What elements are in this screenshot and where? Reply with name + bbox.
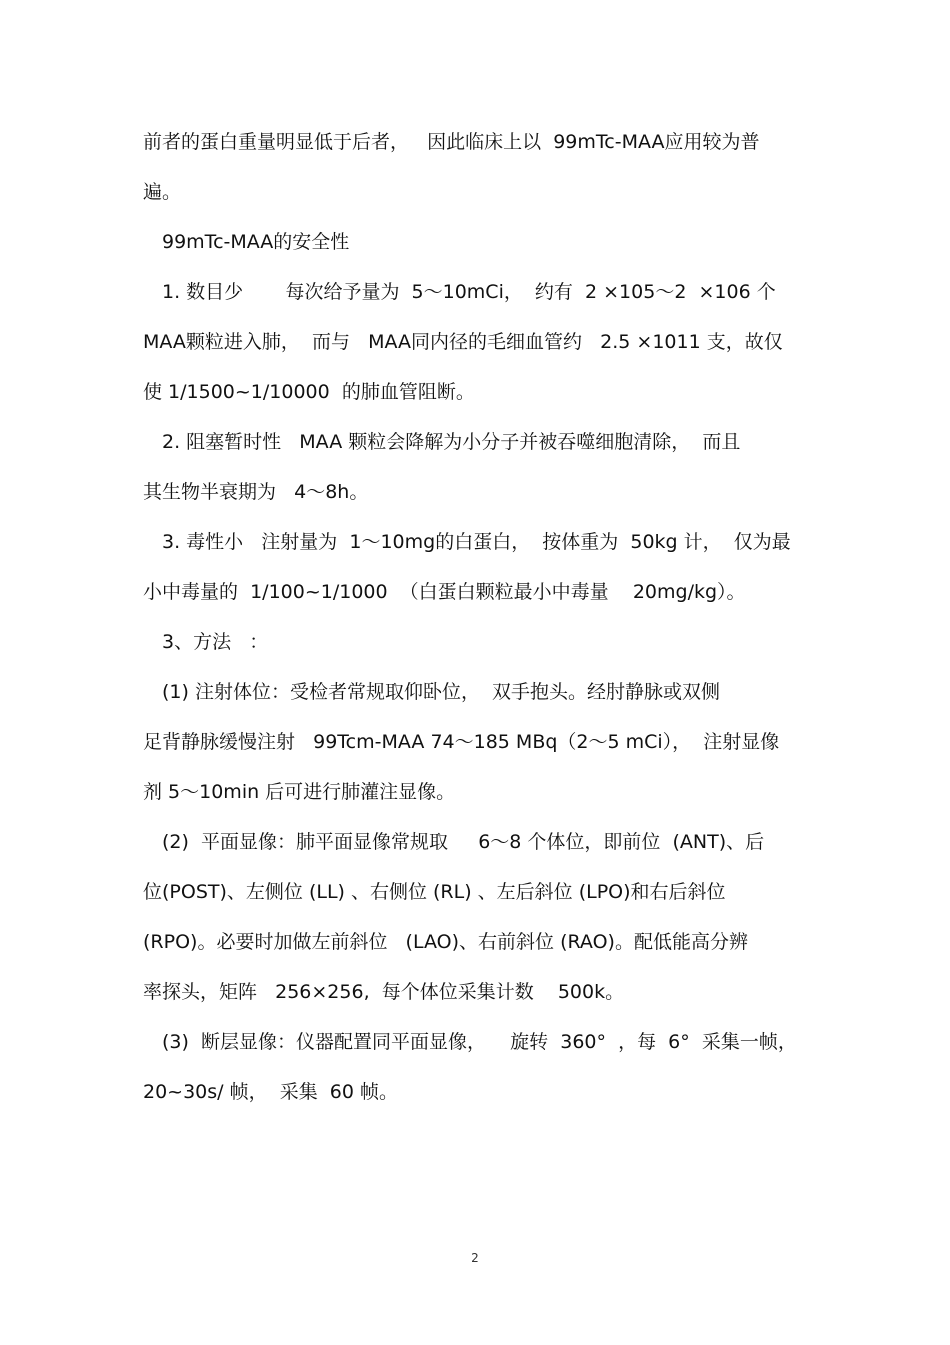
paragraph-line-6: 使 1/1500~1/10000 的肺血管阻断。	[143, 381, 475, 403]
paragraph-line-18: 率探头，矩阵 256×256, 每个体位采集计数 500k。	[143, 981, 625, 1003]
paragraph-line-10: 小中毒量的 1/100~1/1000 （白蛋白颗粒最小中毒量 20mg/kg）。	[143, 581, 746, 603]
paragraph-line-1: 前者的蛋白重量明显低于后者， 因此临床上以 99mTc-MAA应用较为普	[143, 131, 760, 153]
paragraph-line-16: 位(POST)、左侧位 (LL) 、右侧位 (RL) 、左后斜位 (LPO)和右后斜位	[143, 881, 726, 903]
paragraph-line-5: MAA颗粒进入肺， 而与 MAA同内径的毛细血管约 2.5 ×1011 支，故仅	[143, 331, 783, 353]
section-heading-method: 3、方法 ：	[162, 631, 269, 653]
paragraph-line-14: 剂 5～10min 后可进行肺灌注显像。	[143, 781, 456, 803]
section-heading-safety: 99mTc-MAA的安全性	[162, 231, 350, 253]
paragraph-line-19: (3) 断层显像：仪器配置同平面显像， 旋转 360° ，每 6° 采集一帧，	[162, 1031, 797, 1053]
paragraph-line-4: 1. 数目少 每次给予量为 5～10mCi， 约有 2 ×105～2 ×106 个	[162, 281, 776, 303]
page-number: 2	[471, 1251, 479, 1265]
paragraph-line-7: 2. 阻塞暂时性 MAA 颗粒会降解为小分子并被吞噬细胞清除， 而且	[162, 431, 741, 453]
paragraph-line-8: 其生物半衰期为 4～8h。	[143, 481, 369, 503]
paragraph-line-20: 20~30s/ 帧， 采集 60 帧。	[143, 1081, 398, 1103]
paragraph-line-9: 3. 毒性小 注射量为 1～10mg的白蛋白， 按体重为 50kg 计， 仅为最	[162, 531, 791, 553]
paragraph-line-15: (2) 平面显像：肺平面显像常规取 6～8 个体位，即前位 (ANT)、后	[162, 831, 765, 853]
paragraph-line-17: (RPO)。必要时加做左前斜位 (LAO)、右前斜位 (RAO)。配低能高分辨	[143, 931, 748, 953]
paragraph-line-13: 足背静脉缓慢注射 99Tcm-MAA 74～185 MBq（2～5 mCi）， 注射显像	[143, 731, 780, 753]
paragraph-line-12: (1) 注射体位：受检者常规取仰卧位， 双手抱头。经肘静脉或双侧	[162, 681, 721, 703]
paragraph-line-2: 遍。	[143, 181, 182, 203]
